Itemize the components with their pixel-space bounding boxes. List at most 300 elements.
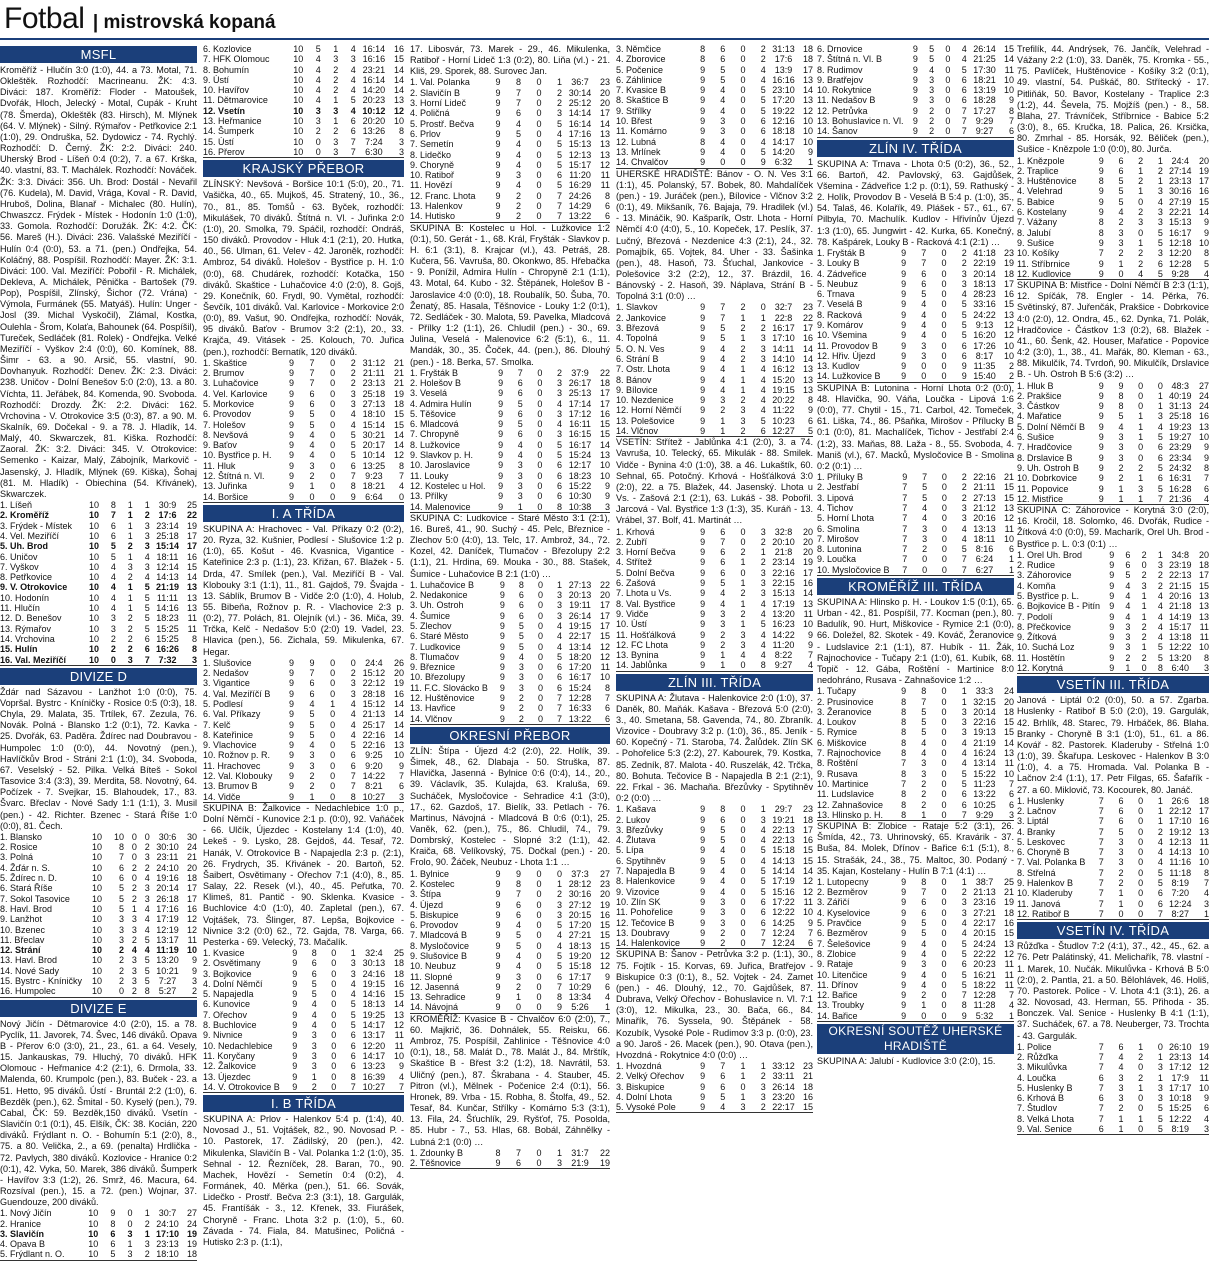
games-played: 9 — [700, 146, 706, 157]
draws: 0 — [536, 940, 542, 951]
team-name: 5. Biskupice — [410, 909, 459, 920]
draws: 0 — [941, 268, 947, 279]
goal-score: 26:6 — [1171, 795, 1189, 806]
goal-score: 11:22 — [772, 405, 795, 416]
team-name: 2. Prakšice — [1017, 390, 1062, 401]
games-played: 9 — [700, 333, 706, 344]
goal-score: 19:15 — [772, 384, 795, 395]
table-row — [0, 613, 197, 623]
wins: 6 — [518, 610, 524, 621]
wins: 2 — [518, 703, 524, 714]
match-report: SKUPINA B: Žalkovice - Nedachlebice 1:0 p., Dolní Němčí - Kunovice 2:1 p. (0:0), 92. Vaňáček - 66. Ulčík, Újezdec - Kostelany 1:4 (1:0), 40. Lekeš - 9. Lysko, 28. Gejdoš, 44. Tesař, 72. Hanák, V. Otrokovice B - Napajedla 2:3 p. (2:1), 26. Frydrych, 35. Křivánek - 20. Bartoň, 52. Šaibert, Osvětimany - Ořechov 7:1 (4:0), 8., 85. Salay, 22. Resek (vl.), 40., 45. Peřutka, 70. Klimeš, 81. Pantič - 90. Sklenka. Kvasice - Buchlovice 4:0 (1:0), 40. Zapletal (pen.), 67. Vojtášek, 73. Šlinger, 87. Lepša, Bojkovice - Nivnice 3:2 (0:0) 62., 72. Gajda, 78. Varga, 66. Pesterka - 69. Velecký, 73. Mačalík. — [203, 802, 404, 947]
wins: 4 — [315, 64, 321, 75]
points: 23 — [599, 878, 610, 889]
wins: 7 — [720, 536, 726, 547]
wins: 2 — [720, 639, 726, 650]
losses: 5 — [1157, 237, 1163, 248]
team-name: 6. Miškovice — [817, 737, 867, 748]
team-name: 7. Hradčovice — [1017, 442, 1073, 453]
draws: 0 — [1138, 826, 1144, 837]
table-row — [203, 409, 404, 419]
losses: 6 — [961, 350, 967, 361]
table-row — [616, 333, 813, 343]
points: 16 — [186, 551, 197, 562]
goal-score: 24:22 — [973, 309, 996, 320]
games-played: 9 — [1098, 380, 1104, 391]
draws: 0 — [1138, 452, 1144, 463]
table-row — [1017, 228, 1209, 238]
games-played: 9 — [288, 688, 294, 699]
standings-table — [1017, 381, 1209, 506]
wins: 4 — [515, 159, 521, 170]
points: 13 — [393, 95, 404, 106]
draws: 1 — [333, 44, 339, 54]
points: 15 — [1003, 717, 1014, 728]
table-row — [616, 660, 813, 671]
table-row — [0, 510, 197, 520]
standings-table — [817, 686, 1014, 821]
draws: 0 — [537, 672, 543, 683]
draws: 0 — [537, 491, 543, 502]
draws: 0 — [330, 709, 336, 720]
games-played: 9 — [1100, 663, 1116, 674]
wins: 5 — [517, 419, 523, 430]
losses: 4 — [760, 639, 766, 650]
games-played: 9 — [495, 159, 501, 170]
games-played: 10 — [92, 852, 103, 863]
games-played: 8 — [901, 727, 907, 738]
points: 15 — [802, 845, 813, 856]
draws: 0 — [537, 631, 543, 642]
points: 17 — [599, 388, 610, 399]
goal-score: 22:22 — [973, 948, 996, 959]
games-played: 10 — [293, 105, 304, 116]
draws: 0 — [740, 835, 746, 846]
goal-score: 23:20 — [772, 1091, 795, 1102]
points: 14 — [393, 64, 404, 75]
goal-score: 16:11 — [569, 419, 591, 430]
wins: 4 — [720, 845, 726, 856]
draws: 0 — [1138, 1093, 1144, 1104]
team-name: 13. Kudlov — [817, 361, 860, 372]
table-row — [203, 461, 404, 471]
points: 15 — [393, 989, 404, 1000]
draws: 0 — [1138, 380, 1144, 391]
points: 13 — [393, 1009, 404, 1020]
points: 4 — [398, 1071, 404, 1082]
team-name: 2. Traplice — [1017, 165, 1059, 176]
wins: 3 — [921, 959, 927, 970]
losses: 6 — [760, 116, 766, 127]
games-played: 10 — [92, 862, 103, 873]
wins: 5 — [1118, 176, 1124, 187]
points: 18 — [802, 44, 813, 54]
wins: 1 — [296, 792, 317, 803]
match-report: SKUPINA B: Šanov - Petrůvka 3:2 p. (1:1), 30., 75. Fojtík - 15. Korvas, 69. Juřica, Bratřejov - Biskupice 0:3 (0:1), 8., 52. Vojtek - 24. Zamet (pen.) - 46. Dlouhý, 12., 70. Gajdůšek, 87. Dubrava, Velký Ořechov - Bohuslavice n. Vl. 7:1 (3:0), 12. Mikulka, 23., 30. Bača, 66., 84. Minařík, 76. Syssela, 90. Štěpánek - 58. Kozubík, Vysoké Pole - Rudimov 3:3 p. (0:0), 23. a 90. Jaroš - 26. Macek (pen.), 90. Otava (pen.), Hvozdná - Rokytnice 4:0 (0:0) … — [616, 949, 813, 1060]
games-played: 7 — [1098, 1082, 1104, 1093]
wins: 4 — [921, 948, 927, 959]
wins: 2 — [309, 781, 315, 792]
draws: 0 — [740, 804, 746, 815]
draws: 0 — [331, 999, 337, 1010]
losses: 9 — [747, 157, 767, 168]
losses: 5 — [350, 440, 356, 451]
team-name: 10. Bystřice p. H. — [203, 450, 272, 461]
team-name: 16. Přerov — [203, 147, 275, 158]
losses: 8 — [961, 1000, 967, 1011]
points: 7 — [807, 650, 813, 661]
losses: 4 — [961, 928, 967, 939]
draws: 0 — [330, 429, 336, 440]
points: 21 — [393, 378, 404, 389]
goal-score: 23:21 — [362, 64, 386, 75]
points: 11 — [1004, 64, 1014, 75]
team-name: 2. Velký Ořechov — [616, 1071, 685, 1082]
losses: 3 — [556, 590, 562, 601]
team-name: 8. Nevšová — [203, 429, 249, 440]
team-name: 13. Halenkov — [410, 201, 463, 212]
goal-score: 12:24 — [1168, 898, 1192, 909]
losses: 7 — [952, 126, 968, 137]
games-played: 9 — [1109, 570, 1115, 581]
goal-score: 15:25 — [156, 633, 179, 644]
games-played: 7 — [1098, 795, 1104, 806]
table-row — [616, 897, 813, 907]
table-row — [0, 572, 197, 582]
draws: 0 — [1138, 805, 1144, 816]
table-row — [410, 388, 610, 398]
table-row — [410, 714, 610, 725]
games-played: 8 — [901, 748, 907, 759]
table-row — [616, 54, 813, 64]
draws: 0 — [1125, 1124, 1145, 1135]
goal-score: 23:34 — [1168, 452, 1192, 463]
games-played: 9 — [292, 978, 298, 989]
goal-score: 19:25 — [362, 1009, 386, 1020]
goal-score: 27:12 — [568, 899, 592, 910]
standings-table — [0, 832, 197, 998]
table-row — [410, 982, 610, 992]
draws: 0 — [941, 887, 947, 898]
section-heading: KRAJSKÝ PŘEBOR — [203, 160, 404, 177]
points: 10 — [393, 116, 404, 127]
table-row — [203, 420, 404, 430]
points: 8 — [807, 395, 813, 406]
team-name: 10. Martinice — [817, 778, 869, 789]
draws: 0 — [1138, 390, 1144, 401]
wins: 4 — [110, 592, 116, 603]
goal-score: 9:25 — [365, 750, 383, 761]
team-name: 5. Těšovice — [410, 408, 456, 419]
losses: 5 — [760, 415, 766, 426]
games-played: 9 — [498, 419, 504, 430]
draws: 2 — [333, 74, 339, 85]
games-played: 9 — [495, 992, 501, 1003]
points: 3 — [398, 136, 404, 147]
team-name: 6. Prlov — [410, 128, 441, 139]
games-played: 9 — [498, 398, 504, 409]
points: 22 — [599, 367, 610, 378]
games-played: 9 — [499, 600, 505, 611]
goal-score: 19:13 — [973, 727, 996, 738]
losses: 3 — [350, 388, 356, 399]
points: 17 — [186, 530, 197, 541]
team-name: 9. Choryně — [410, 159, 455, 170]
draws: 1 — [740, 1091, 746, 1102]
draws: 0 — [536, 170, 542, 181]
wins: 4 — [315, 85, 321, 96]
goal-score: 21:8 — [774, 547, 793, 558]
wins: 2 — [1118, 462, 1124, 473]
losses: 4 — [144, 551, 150, 562]
losses: 1 — [1157, 805, 1163, 816]
goal-score: 12:28 — [568, 693, 592, 704]
table-row — [203, 658, 404, 668]
goal-score: 13:13 — [973, 523, 996, 534]
team-name: 9. Bratřejov — [817, 74, 864, 85]
draws: 1 — [740, 384, 746, 395]
draws: 0 — [740, 567, 746, 578]
goal-score: 12:28 — [1168, 258, 1192, 269]
goal-score: 6:27 — [969, 565, 1001, 576]
points: 12 — [1003, 948, 1014, 959]
wins: 0 — [921, 361, 927, 372]
wins: 8 — [720, 804, 726, 815]
draws: 1 — [1138, 411, 1144, 422]
team-name: 6. Kozlovice — [203, 44, 252, 54]
games-played: 10 — [92, 934, 103, 945]
draws: 2 — [1141, 621, 1147, 632]
table-row — [616, 313, 813, 323]
goal-score: 10:14 — [362, 450, 386, 461]
games-played: 9 — [700, 85, 706, 96]
points: 13 — [1198, 601, 1209, 612]
goal-score: 20:20 — [362, 116, 386, 127]
team-name: 11. Popovice — [1017, 483, 1069, 494]
points: 25 — [393, 947, 404, 958]
team-name: 2. Prusinovice — [817, 696, 874, 707]
team-name: 2. Nedakonice — [410, 590, 468, 601]
games-played: 8 — [901, 737, 907, 748]
table-row — [203, 95, 404, 105]
points: 8 — [604, 190, 610, 201]
losses: 2 — [760, 557, 766, 568]
draws: 0 — [537, 460, 543, 471]
losses: 3 — [961, 727, 967, 738]
goal-score: 16:33 — [568, 703, 592, 714]
points: 13 — [802, 598, 813, 609]
goal-score: 12:20 — [1168, 248, 1192, 259]
draws: 0 — [536, 180, 542, 191]
goal-score: 7:24 — [365, 136, 383, 147]
goal-score: 17:12 — [1168, 1062, 1192, 1073]
wins: 6 — [517, 388, 523, 399]
draws: 0 — [537, 682, 543, 693]
wins: 4 — [309, 450, 315, 461]
goal-score: 13:26 — [362, 126, 386, 137]
table-row — [817, 361, 1014, 371]
section-heading: DIVIZE D — [0, 668, 197, 685]
goal-score: 18:21 — [362, 481, 386, 492]
goal-score: 32:4 — [365, 947, 383, 958]
draws: 0 — [330, 760, 336, 771]
games-played: 9 — [700, 588, 706, 599]
wins: 7 — [309, 668, 315, 679]
table-row — [1017, 601, 1209, 611]
draws: 0 — [941, 350, 947, 361]
table-row — [1017, 642, 1209, 652]
points: 11 — [394, 1030, 404, 1041]
wins: 6 — [517, 408, 523, 419]
team-name: 3. Horní Bečva — [616, 547, 676, 558]
games-played: 9 — [901, 887, 907, 898]
team-name: 4. Zádveřice — [817, 268, 867, 279]
wins: 6 — [515, 899, 521, 910]
wins: 3 — [720, 126, 726, 137]
goal-score: 15:14 — [155, 541, 179, 552]
points: 19 — [596, 1158, 610, 1169]
goal-score: 12:18 — [1168, 237, 1192, 248]
draws: 0 — [1138, 401, 1144, 412]
games-played: 10 — [293, 116, 304, 127]
match-report: SKUPINA A: Hrachovec - Val. Příkazy 0:2 (0:2), 20. Ryza, 32. Kušnier, Podlesí - Slušovice 1:2 p. (1:0), 65. Košut - 46. Kvasnica, Vigantice - Kateřinice 2:3 p. (1:1), 23. Křižan, 67. Blažek - 5. Drda, 47. Smílek (pen.), Val. Meziříčí B - Val. Klobouky 3:1 (1:1), 11., 81. Gajdoš, 79. Švajda - 13. Sáblík, Brumov B - Vidče 2:0 (1:0), 4. Holub, 55. Bibeňa, Rožnov p. R. - Vlachovice 2:3 p. (0:2), 77. Polách, 81. Olejník (vl.) - 36. Miča, 39. Trčka, Kelč - Nedašov 5:0 (2:0) 19. Vadel, 23. Hlavica (pen.), 56. Zichala, 59. Mikulenka, 67. Hegar. — [203, 523, 404, 657]
games-played: 7 — [901, 758, 907, 769]
table-row — [203, 450, 404, 460]
table-row — [410, 108, 610, 118]
losses: 4 — [556, 930, 562, 941]
points: 18 — [1003, 268, 1014, 279]
points: 18 — [1003, 907, 1014, 918]
wins: 3 — [922, 523, 928, 534]
team-name: 1. Zdounky B — [410, 1147, 464, 1158]
goal-score: 19:12 — [1168, 826, 1192, 837]
games-played: 9 — [292, 1009, 298, 1020]
goal-score: 17:19 — [772, 876, 795, 887]
table-row — [817, 758, 1014, 768]
points: 6 — [1203, 483, 1209, 494]
games-played: 9 — [495, 190, 501, 201]
wins: 3 — [309, 460, 315, 471]
games-played: 9 — [912, 64, 918, 75]
losses: 2 — [350, 368, 356, 379]
wins: 2 — [720, 927, 726, 938]
goal-score: 12:22 — [1168, 642, 1192, 653]
points: 1 — [1008, 554, 1014, 565]
losses: 2 — [144, 842, 150, 853]
games-played: 8 — [1098, 227, 1104, 238]
losses: 6 — [760, 907, 766, 918]
games-played: 9 — [888, 371, 908, 382]
losses: 3 — [961, 897, 967, 908]
table-row — [817, 789, 1014, 799]
table-row — [616, 856, 813, 866]
losses: 3 — [1157, 1093, 1163, 1104]
goal-score: 27:21 — [568, 930, 592, 941]
points: 16 — [599, 408, 610, 419]
table-row — [1017, 463, 1209, 473]
team-name: 4. Vel. Karlovice — [203, 388, 268, 399]
draws: 0 — [941, 320, 947, 330]
losses: 4 — [144, 924, 150, 935]
team-name: 1. Bylnice — [410, 868, 450, 879]
games-played: 9 — [901, 320, 907, 330]
team-name: 1. Luhačovice B — [410, 579, 475, 590]
table-row — [203, 1082, 404, 1093]
goal-score: 19:27 — [1168, 432, 1192, 443]
points: 0 — [390, 492, 404, 503]
points: 4 — [398, 481, 404, 492]
team-name: 8. Tlumačov — [410, 651, 459, 662]
goal-score: 11:16 — [1169, 857, 1192, 868]
points: 19 — [1198, 165, 1209, 176]
wins: 6 — [1118, 805, 1124, 816]
goal-score: 14:10 — [772, 353, 795, 364]
table-row — [817, 897, 1014, 907]
games-played: 9 — [292, 1071, 298, 1082]
draws: 0 — [945, 74, 951, 85]
table-row — [203, 689, 404, 699]
points: 18 — [1198, 795, 1209, 806]
games-played: 10 — [82, 986, 104, 997]
wins: 2 — [922, 544, 928, 555]
points: 7 — [1008, 990, 1014, 1001]
table-row — [1017, 878, 1209, 888]
match-report: Ždár nad Sázavou - Lanžhot 1:0 (0:0), 75. Vopršal. Bystrc - Kníničky - Rosice 0:5 (0:3), 18. Chyla, 29. Malata, 35. Trtílek, 67. Zezula, 76. Novák. Polná - Blansko 1:2 (0:1), 72. Kavka - 25. Dvořák, 63. Paděra. Ždírec nad Doubravou - Humpolec 1:0 (0:0), 44. Novotný (pen.), Havlíčkův Brod - Stráni 2:1 (1:0), 34. Svoboda, 67. Veselský - 52. Pilka. Velká Bíteš - Sokol Tasovice 3:4 (3:3), 39. Merdita, 58. Novotný, 64. Počízek - 7. Svejkar, 15. Blahoudek, 17., 83. Švarc. Břeclav - Nové Sady 1:1 (1:1), 3. Musil (pen.) - 42. Richter. Bzenec - Stará Říše 1:0 (0:0), 81. Čech. — [0, 686, 197, 831]
losses: 5 — [144, 603, 150, 614]
goal-score: 8:19 — [1165, 1124, 1196, 1135]
draws: 0 — [536, 930, 542, 941]
draws: 0 — [941, 533, 947, 544]
table-row — [410, 910, 610, 920]
wins: 8 — [118, 842, 124, 853]
wins: 6 — [921, 278, 927, 289]
losses: 4 — [961, 54, 967, 65]
team-name: 8. Racková — [817, 309, 863, 320]
draws: 0 — [740, 44, 746, 54]
team-name: 2. Zubří — [616, 536, 648, 547]
losses: 5 — [350, 1009, 356, 1020]
goal-score: 13:17 — [156, 934, 179, 945]
points: 17 — [802, 824, 813, 835]
wins: 4 — [922, 502, 928, 513]
points: 25 — [1003, 876, 1014, 887]
wins: 3 — [118, 934, 124, 945]
games-played: 9 — [700, 876, 706, 887]
draws: 2 — [333, 126, 339, 137]
losses: 2 — [760, 44, 766, 54]
team-name: 6. Provodov — [410, 920, 459, 931]
losses: 4 — [350, 105, 356, 116]
team-name: 9. Sušice — [1017, 237, 1055, 248]
wins: 3 — [311, 1061, 317, 1072]
games-played: 9 — [288, 740, 294, 751]
draws: 2 — [127, 613, 133, 624]
games-played: 10 — [88, 582, 99, 593]
games-played: 9 — [902, 472, 908, 483]
standings-table — [410, 1148, 610, 1170]
goal-score: 23:14 — [772, 557, 795, 568]
goal-score: 13:22 — [973, 789, 996, 800]
games-played: 9 — [482, 1158, 503, 1169]
goal-score: 17:9 — [1171, 1072, 1189, 1083]
wins: 5 — [315, 44, 321, 54]
points: 11 — [803, 896, 813, 907]
goal-score: 14:22 — [772, 629, 795, 640]
goal-score: 16:23 — [772, 619, 795, 630]
losses: 7 — [948, 810, 968, 821]
losses: 3 — [961, 278, 967, 289]
games-played: 9 — [288, 481, 294, 492]
